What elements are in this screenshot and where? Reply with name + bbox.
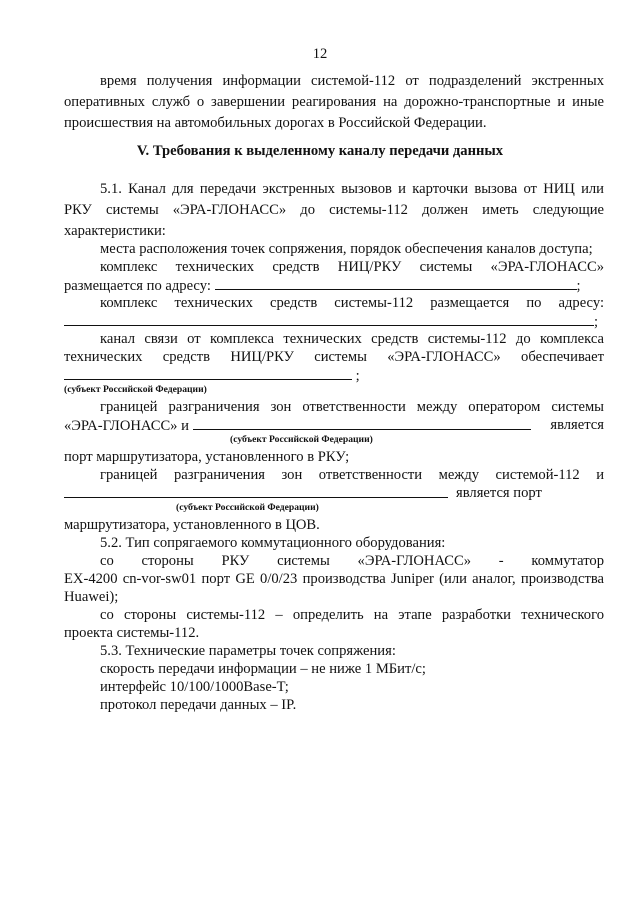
rku-side-line-1: со стороны РКУ системы «ЭРА-ГЛОНАСС» - коммутатор	[100, 553, 604, 569]
boundary2-line-1: границей разграничения зон ответственности между системой-112 и	[100, 467, 604, 483]
boundary2-line-3: маршрутизатора, установленного в ЦОВ.	[64, 517, 320, 533]
intro-line-1: время получения информации системой-112 от подразделений экстренных	[100, 73, 604, 89]
p52-line: 5.2. Тип сопрягаемого коммутационного оборудования:	[100, 535, 446, 551]
boundary1-lead: «ЭРА-ГЛОНАСС» и	[64, 418, 189, 434]
speed-line: скорость передачи информации – не ниже 1 МБит/с;	[100, 661, 426, 677]
channel-blank-line: ;	[64, 366, 604, 385]
subject-blank-3	[64, 484, 448, 498]
p51-line-2: РКУ системы «ЭРА-ГЛОНАСС» до системы-112 должен иметь следующие	[64, 202, 604, 218]
p53-line: 5.3. Технические параметры точек сопряжения:	[100, 643, 396, 659]
s112-side-line-2: проекта системы-112.	[64, 625, 200, 641]
boundary1-line-1: границей разграничения зон ответственности между оператором системы	[100, 399, 604, 415]
address-112-line: ;	[64, 312, 604, 331]
address-blank-nic	[215, 276, 577, 290]
channel-line-1: канал связи от комплекса технических средств системы-112 до комплекса	[100, 331, 604, 347]
protocol-line: протокол передачи данных – IP.	[100, 697, 297, 713]
complex-nic-line-1: комплекс технических средств НИЦ/РКУ системы «ЭРА-ГЛОНАСС»	[100, 259, 604, 275]
p51-line-1: 5.1. Канал для передачи экстренных вызовов и карточки вызова от НИЦ или	[100, 181, 604, 197]
s112-side-line-1: со стороны системы-112 – определить на этапе разработки технического	[100, 607, 604, 623]
boundary2-line-2	[64, 484, 604, 503]
access-line: места расположения точек сопряжения, порядок обеспечения каналов доступа;	[100, 241, 593, 257]
intro-line-2: оперативных служб о завершении реагирования на дорожно-транспортные и иные	[64, 94, 604, 110]
page-number: 12	[312, 46, 328, 62]
address-blank-112	[64, 312, 594, 326]
interface-line: интерфейс 10/100/1000Base-T;	[100, 679, 289, 695]
complex-112-line: комплекс технических средств системы-112 размещается по адресу:	[100, 295, 604, 311]
complex-nic-line-2: размещается по адресу: ;	[64, 278, 581, 294]
channel-line-2: технических средств НИЦ/РКУ системы «ЭРА-ГЛОНАСС» обеспечивает	[64, 349, 604, 365]
section-title: V. Требования к выделенному каналу передачи данных	[136, 143, 504, 159]
boundary1-line-2	[64, 416, 604, 435]
subject-note-2: (субъект Российской Федерации)	[230, 434, 373, 445]
subject-blank-1	[64, 366, 352, 380]
boundary2-port: является порт	[456, 485, 542, 501]
p51-line-3: характеристики:	[64, 223, 166, 239]
subject-note-1: (субъект Российской Федерации)	[64, 384, 207, 395]
boundary1-is: является	[550, 417, 604, 433]
boundary1-line-3: порт маршрутизатора, установленного в РКУ;	[64, 449, 350, 465]
subject-blank-2	[193, 416, 531, 430]
rku-side-line-3: Huawei);	[64, 589, 119, 605]
complex-nic-label: размещается по адресу:	[64, 278, 211, 294]
intro-line-3: происшествия на автомобильных дорогах в Российской Федерации.	[64, 115, 487, 131]
subject-note-3: (субъект Российской Федерации)	[176, 502, 319, 513]
rku-side-line-2: EX-4200 cn-vor-sw01 порт GE 0/0/23 производства Juniper (или аналог, производства	[64, 571, 604, 587]
